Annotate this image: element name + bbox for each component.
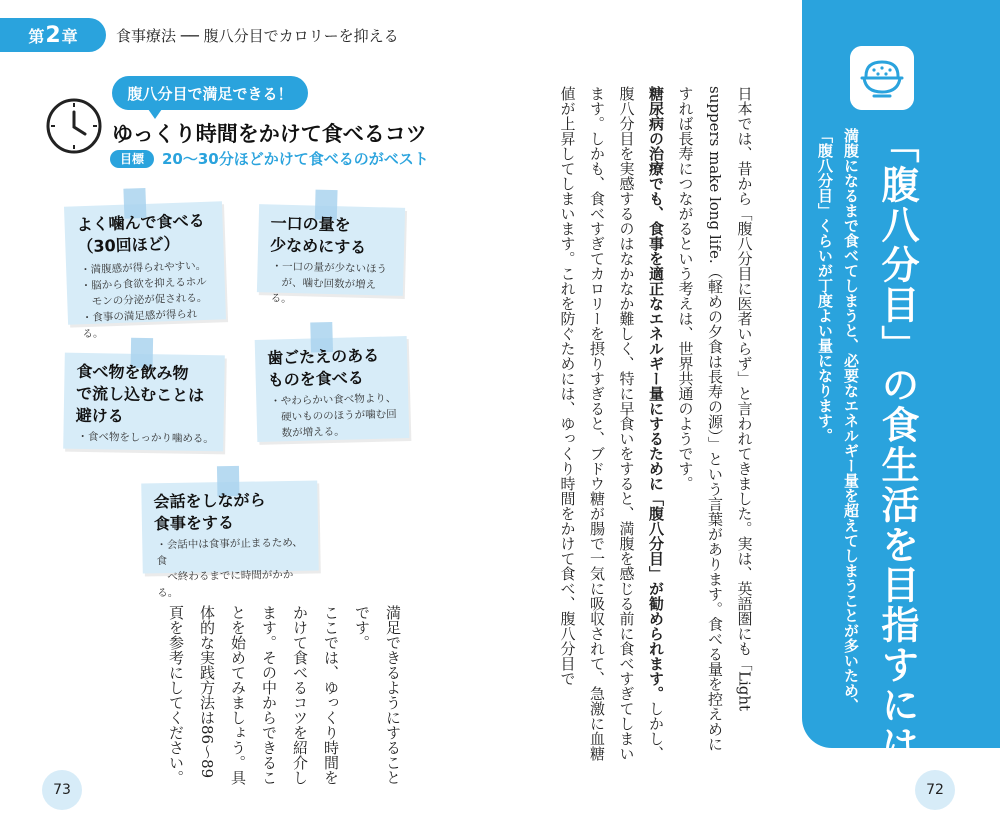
chapter-prefix: 第 — [28, 26, 45, 46]
goal-text: 20～30分ほどかけて食べるのがベスト — [162, 150, 429, 168]
chapter-number: 2 — [45, 22, 61, 48]
goal-badge: 目標 — [110, 150, 154, 168]
note-body: ・食べ物をしっかり噛める。 — [77, 430, 214, 446]
tips-pill-label: 腹八分目で満足できる！ — [112, 76, 308, 110]
note-body: ・満腹感が得られやすい。 ・脳から食欲を抑えるホル モンの分泌が促される。 ・食事の満足感が得られる。 — [80, 259, 208, 341]
note-body: ・一口の量が少ないほう が、噛む回数が増える。 — [270, 260, 388, 305]
body-emphasis: 糖尿病の治療でも、食事を適正なエネルギー量にするために「腹八分目」が勧められます。 — [647, 86, 665, 701]
note-title: 会話をしながら 食事をする — [153, 490, 266, 534]
subtitle: 満腹になるまで食べてしまうと、必要なエネルギー量を超えてしまうことが多いため、「腹八分目」くらいが丁度よい量になります。 — [816, 128, 860, 713]
note-title: 一口の量を 少なめにする — [269, 213, 367, 257]
tip-note-chew — [64, 201, 226, 341]
main-title: 「腹八分目」の食生活を目指すには — [875, 125, 919, 765]
rice-bowl-icon — [850, 46, 914, 110]
clock-icon — [44, 96, 104, 156]
page-number-left: 73 — [42, 770, 82, 810]
note-title: よく噛んで食べる （30回ほど） — [76, 210, 205, 257]
chapter-tab — [0, 18, 106, 52]
page-number-right: 72 — [915, 770, 955, 810]
note-body: ・やわらかい食べ物より、 硬いもののほうが噛む回 数が増える。 — [270, 392, 397, 440]
tip-note-small-bites — [257, 204, 405, 305]
tip-note-conversation — [141, 480, 319, 600]
tips-heading: ゆっくり時間をかけて食べるコツ — [112, 122, 427, 146]
body-paragraph-2: しかし、腹八分目を実感するのはなかなか難しく、特に早食いをすると、満腹を感じる前に食べすぎてしまいます。しかも、食べすぎてカロリーを摂りすぎると、ブドウ糖が腸で一気に吸収されて、急激に血糖値が上昇してしまいます。これを防ぐためには、ゆっくり時間をかけて食べ、腹八分目で — [558, 86, 665, 761]
body-text-left: 満足できるようにすることです。 ここでは、ゆっくり時間をかけて食べるコツを紹介します。その中からできることを始めてみましょう。具体的な実践方法は86～89頁を参考にしてください。 — [167, 605, 402, 785]
note-body: ・会話中は食事が止まるため、食 べ終わるまでに時間がかかる。 — [156, 536, 303, 600]
tip-note-texture — [255, 336, 410, 442]
note-title: 歯ごたえのある ものを食べる — [266, 345, 380, 390]
body-text-main — [552, 86, 759, 766]
body-paragraph-1: 日本では、昔から「腹八分目に医者いらず」と言われてきました。実は、英語圏にも「Light suppers make long life.（軽めの夕食は長寿の源）」という言葉があります。食べる量を控えめにすれば長寿につながるという考えは、世界共通のようです。 — [676, 86, 754, 752]
tip-note-no-drink — [63, 353, 225, 452]
chapter-suffix: 章 — [61, 26, 78, 46]
chapter-title: 食事療法 ── 腹八分目でカロリーを抑える — [116, 27, 399, 45]
note-title: 食べ物を飲み物 で流し込むことは 避ける — [75, 361, 205, 426]
